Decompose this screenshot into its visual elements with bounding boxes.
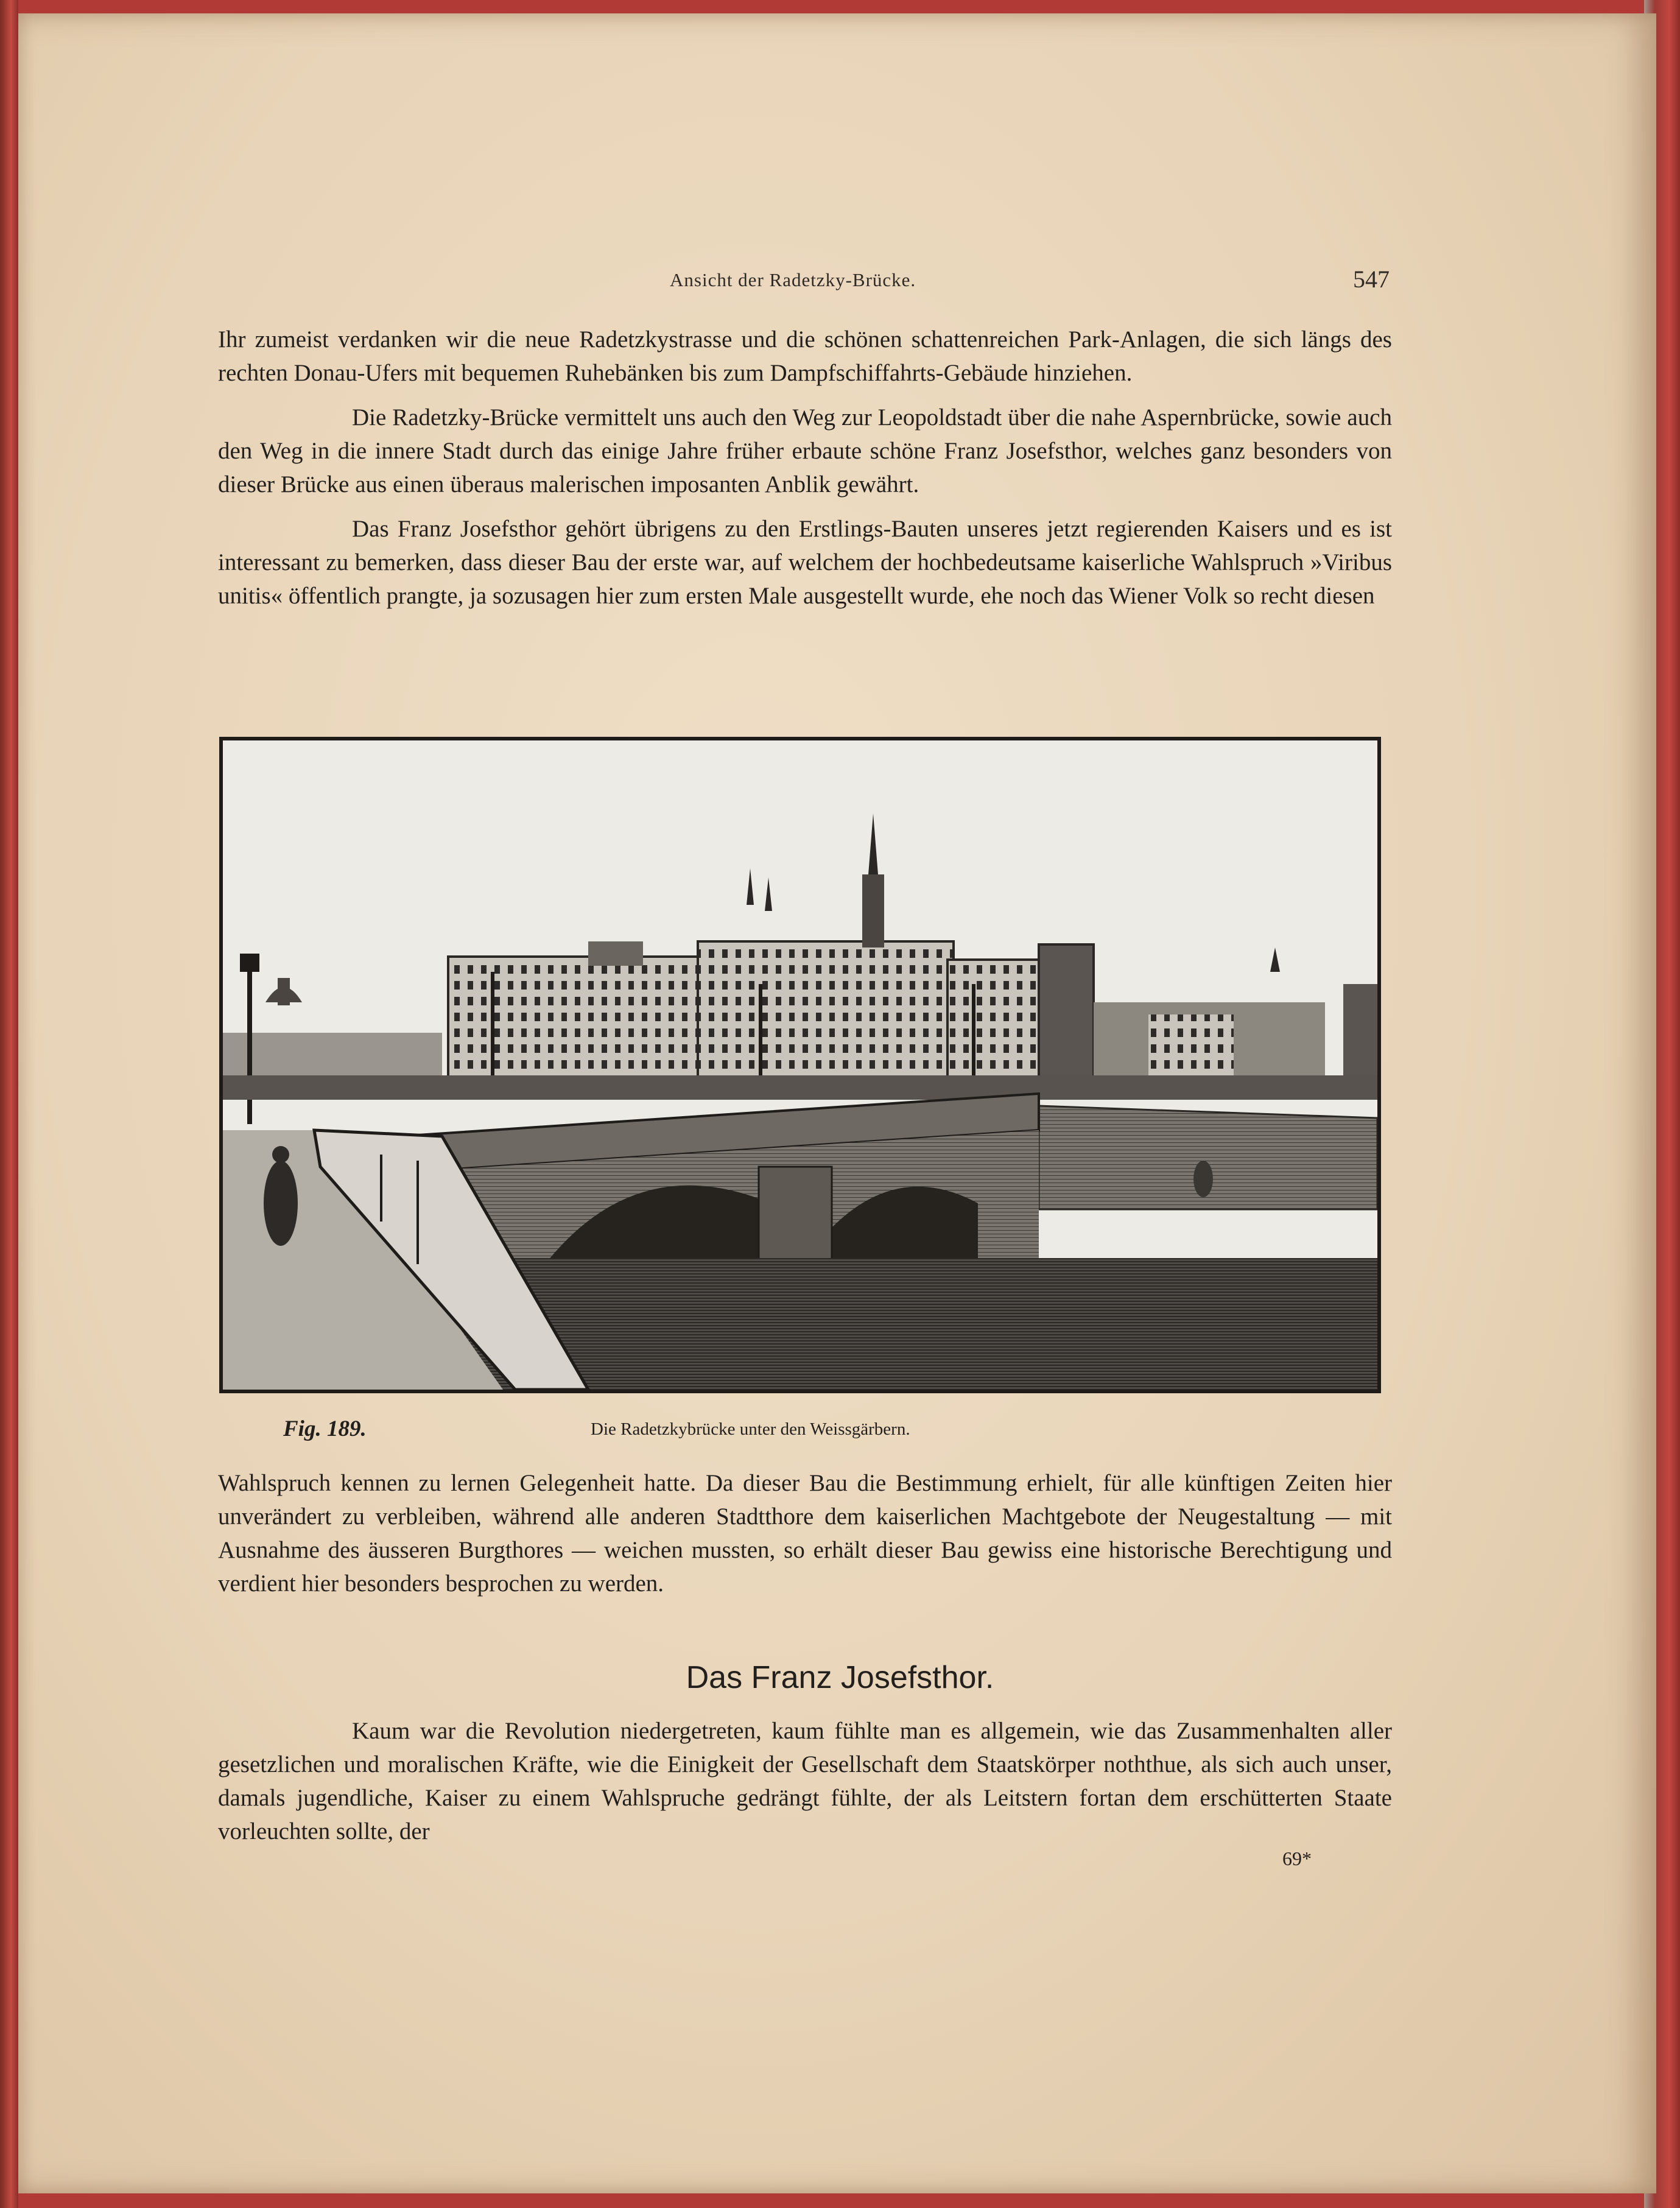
- section-heading: Das Franz Josefsthor.: [686, 1660, 994, 1695]
- text-middle: [218, 1466, 1392, 1600]
- text-bottom: [218, 1714, 1392, 1848]
- signature-mark: 69*: [1282, 1848, 1312, 1869]
- figure-caption: Die Radetzkybrücke unter den Weissgärbern.: [591, 1419, 910, 1439]
- paragraph-1: Ihr zumeist verdanken wir die neue Radetzkystrasse und die schönen schattenreichen Park-Anlagen, die sich längs des rechten Donau-Ufers mit bequemen Ruhebänken bis zum Dampfschiffahrts-Gebäude hinziehen.: [218, 326, 1392, 386]
- running-head: Ansicht der Radetzky-Brücke.: [670, 269, 916, 290]
- book-binding-left: [0, 0, 18, 2208]
- bridge-engraving-illustration: [223, 740, 1377, 1390]
- bridge-engraving: [219, 737, 1381, 1393]
- text-top: [218, 323, 1392, 613]
- paragraph-4: Wahlspruch kennen zu lernen Gelegenheit hatte. Da dieser Bau die Bestimmung erhielt, für alle künftigen Zeiten hier unverändert zu verbleiben, während alle anderen Stadtthore dem kaiserlichen Machtgebote der Neugestaltung — mit Ausnahme des äusseren Burgthores — weichen mussten, so erhält dieser Bau gewiss eine historische Berechtigung und verdient hier besonders besprochen zu werden.: [218, 1470, 1392, 1597]
- paragraph-3: Das Franz Josefsthor gehört übrigens zu den Erstlings-Bauten unseres jetzt regierenden Kaisers und es ist interessant zu bemerken, dass dieser Bau der erste war, auf welchem der hochbedeutsame kaiserliche Wahlspruch »Viribus unitis« öffentlich prangte, ja sozusagen hier zum ersten Male ausgestellt wurde, ehe noch das Wiener Volk so recht diesen: [218, 516, 1392, 609]
- figure-label: Fig. 189.: [283, 1416, 367, 1441]
- page-number: 547: [1353, 265, 1390, 293]
- paragraph-2: Die Radetzky-Brücke vermittelt uns auch den Weg zur Leopoldstadt über die nahe Aspernbrücke, sowie auch den Weg in die innere Stadt durch das einige Jahre früher erbaute schöne Franz Josefsthor, welches ganz besonders von dieser Brücke aus einen überaus malerischen imposanten Anblik gewährt.: [218, 404, 1392, 498]
- paragraph-5: Kaum war die Revolution niedergetreten, kaum fühlte man es allgemein, wie das Zusammenhalten aller gesetzlichen und moralischen Kräfte, wie die Einigkeit der Gesellschaft dem Staatskörper noththue, als sich auch unser, damals jugendliche, Kaiser zu einem Wahlspruche gedrängt fühlte, der als Leitstern fortan dem erschütterten Staate vorleuchten sollte, der: [218, 1718, 1392, 1844]
